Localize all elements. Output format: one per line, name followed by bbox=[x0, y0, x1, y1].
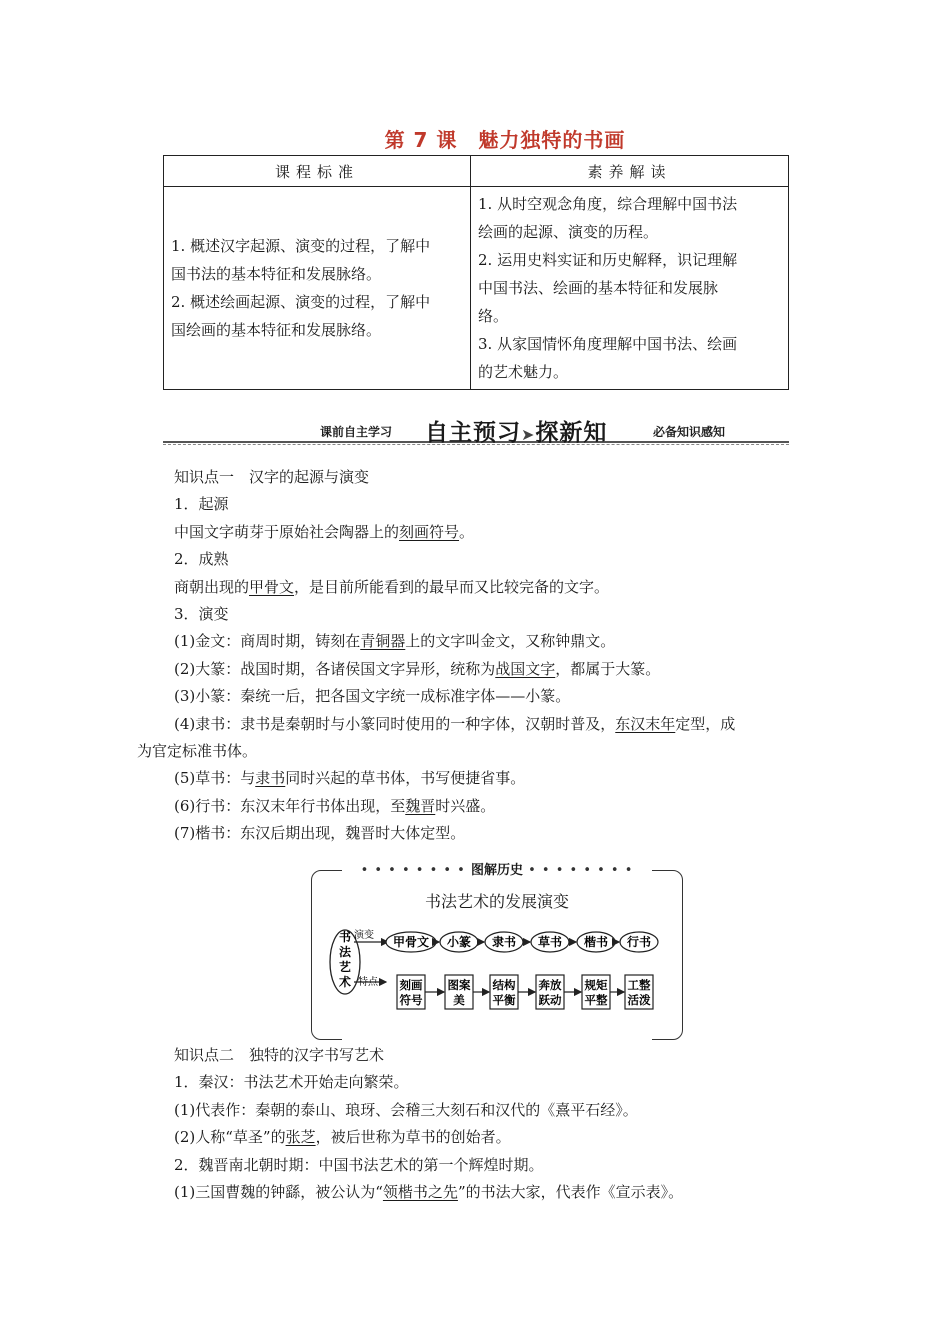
table-line: 1. 概述汉字起源、演变的过程，了解中 bbox=[171, 237, 431, 255]
diagram-title: 书法艺术的发展演变 bbox=[424, 892, 569, 911]
paragraph bbox=[137, 1124, 827, 1151]
text: 上的文字叫金文，又称钟鼎文。 bbox=[405, 632, 616, 651]
paragraph-continuation: 为官定标准书体。 bbox=[137, 742, 258, 761]
paragraph: (1)代表作：秦朝的泰山、琅玡、会稽三大刻石和汉代的《熹平石经》。 bbox=[174, 1100, 638, 1119]
flow-chart bbox=[312, 871, 682, 1039]
key-term: 魏晋 bbox=[405, 796, 436, 815]
branch-label-feature: 特点 bbox=[358, 977, 378, 988]
text: 。 bbox=[459, 522, 475, 541]
double-chevron-icon: ➤ bbox=[521, 425, 536, 444]
feature-line: 奔放 bbox=[538, 978, 562, 992]
stage-label: 行书 bbox=[626, 935, 652, 949]
text: (4)隶书：隶书是秦朝时与小篆同时使用的一种字体，汉朝时普及， bbox=[174, 714, 616, 733]
feature-line: 刻画 bbox=[399, 978, 423, 992]
table-line: 国绘画的基本特征和发展脉络。 bbox=[171, 321, 382, 339]
text: 同时兴起的草书体，书写便捷省事。 bbox=[285, 769, 526, 788]
paragraph bbox=[137, 656, 827, 683]
branch-label-evolution: 演变 bbox=[354, 930, 374, 941]
stage-label: 楷书 bbox=[583, 935, 609, 949]
section-heading: 知识点二 独特的汉字书写艺术 bbox=[174, 1046, 385, 1064]
key-term: 甲骨文 bbox=[249, 577, 295, 596]
key-term: 东汉末年 bbox=[615, 714, 676, 733]
subheading: 1．秦汉：书法艺术开始走向繁荣。 bbox=[174, 1073, 409, 1092]
text: 定型，成 bbox=[675, 714, 736, 733]
text: (2)人称“草圣”的 bbox=[174, 1128, 286, 1147]
section-banner bbox=[163, 414, 789, 444]
text: ，是目前所能看到的最早而又比较完备的文字。 bbox=[294, 577, 610, 596]
feature-line: 图案 bbox=[447, 978, 471, 992]
key-term: 隶书 bbox=[255, 769, 286, 788]
text: ，被后世称为草书的创始者。 bbox=[315, 1128, 511, 1147]
paragraph: (3)小篆：秦统一后，把各国文字统一成标准字体——小篆。 bbox=[174, 687, 571, 706]
table-line: 1. 从时空观念角度，综合理解中国书法 bbox=[478, 195, 738, 213]
subheading: 2．成熟 bbox=[174, 550, 229, 569]
knowledge-section-1 bbox=[137, 464, 827, 848]
stage-label: 隶书 bbox=[491, 935, 517, 949]
subheading: 1．起源 bbox=[174, 495, 229, 514]
text: (1)金文：商周时期，铸刻在 bbox=[174, 632, 361, 651]
paragraph bbox=[137, 765, 827, 792]
table-head-literacy: 素养解读 bbox=[471, 156, 789, 187]
table-line: 国书法的基本特征和发展脉络。 bbox=[171, 265, 382, 283]
paragraph bbox=[137, 628, 827, 655]
feature-line: 平整 bbox=[584, 993, 608, 1007]
table-line: 中国书法、绘画的基本特征和发展脉 bbox=[478, 279, 719, 297]
calligraphy-evolution-diagram bbox=[311, 863, 683, 1040]
text: ”的书法大家，代表作《宣示表》。 bbox=[457, 1183, 684, 1202]
banner-main-a: 自主预习 bbox=[425, 420, 521, 446]
root-char: 书 bbox=[338, 930, 352, 944]
feature-line: 规矩 bbox=[584, 978, 608, 992]
key-term: 战国文字 bbox=[495, 659, 556, 678]
knowledge-section-2 bbox=[137, 1042, 827, 1206]
feature-line: 跃动 bbox=[538, 993, 562, 1007]
paragraph: (7)楷书：东汉后期出现，魏晋时大体定型。 bbox=[174, 824, 466, 843]
root-char: 艺 bbox=[338, 960, 352, 974]
stage-label: 草书 bbox=[537, 935, 563, 949]
banner-main-b: 探新知 bbox=[535, 420, 608, 446]
stage-label: 小篆 bbox=[446, 935, 472, 949]
feature-line: 符号 bbox=[399, 993, 423, 1007]
diagram-tag-label: 图解历史 bbox=[470, 863, 523, 878]
key-term: 张芝 bbox=[285, 1128, 316, 1147]
diagram-tag: • • • • • • • • 图解历史 • • • • • • • • bbox=[360, 863, 634, 878]
curriculum-table bbox=[163, 155, 789, 390]
table-line: 2. 运用史料实证和历史解释，识记理解 bbox=[478, 251, 738, 269]
text: ，都属于大篆。 bbox=[555, 659, 661, 678]
banner-main-title bbox=[425, 414, 607, 447]
table-cell-standard bbox=[164, 187, 471, 390]
subheading: 2．魏晋南北朝时期：中国书法艺术的第一个辉煌时期。 bbox=[174, 1155, 544, 1174]
key-term: 领楷书之先 bbox=[382, 1183, 458, 1202]
paragraph bbox=[137, 519, 827, 546]
paragraph bbox=[137, 793, 827, 820]
subheading: 3．演变 bbox=[174, 605, 229, 624]
text: (6)行书：东汉末年行书体出现，至 bbox=[174, 796, 406, 815]
text: (5)草书：与 bbox=[174, 769, 256, 788]
table-line: 3. 从家国情怀角度理解中国书法、绘画 bbox=[478, 335, 738, 353]
feature-line: 平衡 bbox=[492, 993, 516, 1007]
banner-left-label: 课前自主学习 bbox=[320, 425, 393, 439]
text: (1)三国曹魏的钟繇，被公认为“ bbox=[174, 1183, 383, 1202]
paragraph bbox=[137, 574, 827, 601]
stage-label: 甲骨文 bbox=[392, 935, 430, 949]
feature-line: 工整 bbox=[627, 978, 651, 992]
text: 商朝出现的 bbox=[174, 577, 250, 596]
key-term: 青铜器 bbox=[360, 632, 406, 651]
table-head-standard: 课程标准 bbox=[164, 156, 471, 187]
text: 中国文字萌芽于原始社会陶器上的 bbox=[174, 522, 400, 541]
table-line: 绘画的起源、演变的历程。 bbox=[478, 223, 659, 241]
table-line: 2. 概述绘画起源、演变的过程，了解中 bbox=[171, 293, 431, 311]
key-term: 刻画符号 bbox=[399, 522, 460, 541]
banner-right-label: 必备知识感知 bbox=[653, 425, 726, 439]
text: (2)大篆：战国时期，各诸侯国文字异形，统称为 bbox=[174, 659, 496, 678]
table-line: 络。 bbox=[478, 307, 509, 325]
root-char: 术 bbox=[338, 975, 352, 989]
feature-line: 活泼 bbox=[627, 993, 651, 1007]
table-line: 的艺术魅力。 bbox=[478, 363, 569, 381]
root-char: 法 bbox=[338, 945, 352, 959]
paragraph bbox=[137, 1179, 827, 1206]
table-cell-literacy bbox=[471, 187, 789, 390]
feature-line: 结构 bbox=[492, 978, 516, 992]
lesson-title: 第 7 课 魅力独特的书画 bbox=[384, 128, 626, 152]
paragraph bbox=[137, 711, 827, 738]
text: 时兴盛。 bbox=[435, 796, 496, 815]
feature-line: 美 bbox=[453, 993, 465, 1007]
section-heading: 知识点一 汉字的起源与演变 bbox=[174, 468, 370, 486]
